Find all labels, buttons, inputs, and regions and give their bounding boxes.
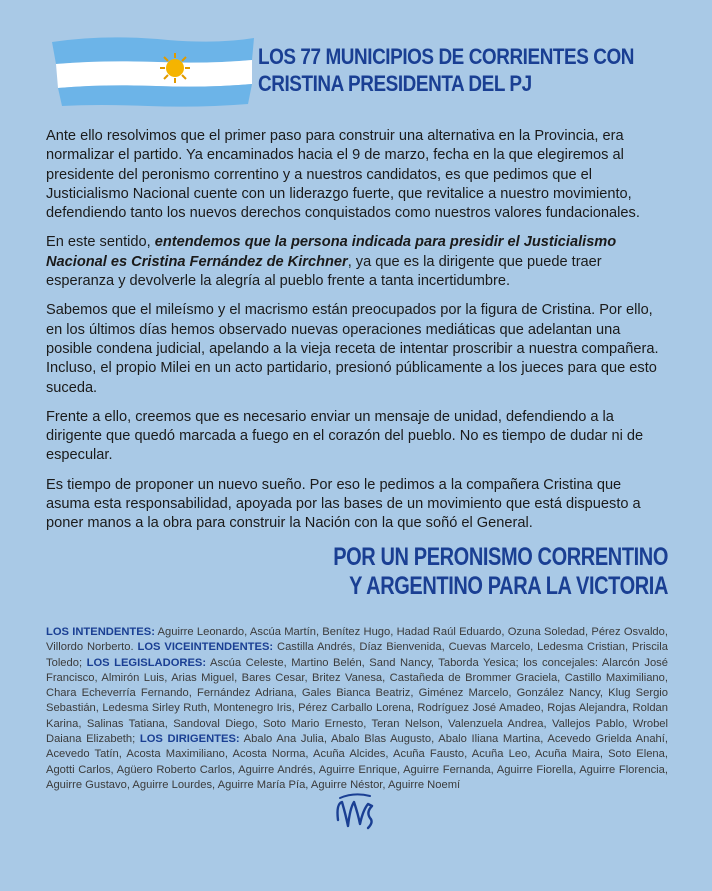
dirigentes-names: Abalo Ana Julia, Abalo Blas Augusto, Abalo Iliana Martina, Acevedo Grielda Anahí, Acevedo Tatín, Acosta Maximiliano, Acosta Norma, Acuña Alcides, Acuña Fausto, Acuña Leo, Acuña Maira, Soto Elena, Agotti Carlos, Agüero Roberto Carlos, Aguirre Andrés, Aguirre Enrique, Aguirre Fernanda, Aguirre Fiorella, Aguirre Florencia, Aguirre Gustavo, Aguirre Lourdes, Aguirre María Pía, Aguirre Néstor, Aguirre Noemí — [46, 733, 668, 791]
slogan-line-1: POR UN PERONISMO CORRENTINO — [333, 543, 668, 571]
paragraph-2 — [46, 233, 668, 291]
signers-list — [46, 625, 668, 793]
slogan-heading — [268, 543, 668, 601]
legisladores-names: Ascúa Celeste, Martino Belén, Sand Nancy, Taborda Yesica; los concejales: Alarcón José Francisco, Almirón Luis, Arias Miguel, Bares Cesar, Britez Vanesa, Castañeda de Brommer Graciela, Castillo Maximiliano, Chara Echeverría Fernando, Fernández Adriana, Gales Bianca Beatriz, Giménez Marcelo, González Nancy, Klug Sergio Sebastián, Ledesma Sirley Ruth, Montenegro Iris, Pérez Carballo Lorena, Rodríguez José Amadeo, Rojas Alejandra, Roldan Karina, Salinas Tatiana, Sandoval Diego, Soto Mario Ernesto, Teran Nelson, Valenzuela Andrea, Vallejos Pablo, Wrobel Daiana Elizabeth; — [46, 656, 668, 746]
intendentes-label: LOS INTENDENTES: — [46, 626, 155, 638]
slogan-line-2: Y ARGENTINO PARA LA VICTORIA — [349, 572, 668, 600]
page-title — [258, 43, 635, 97]
paragraph-2-end: , ya que es la dirigente que puede traer esperanza y devolverle la alegría al pueblo frente a tanta incertidumbre. — [46, 253, 602, 290]
legisladores-label: LOS LEGISLADORES: — [86, 656, 207, 669]
paragraph-2-start: En este sentido, — [46, 234, 155, 251]
paragraph-1: Ante ello resolvimos que el primer paso para construir una alternativa en la Provincia, era normalizar el partido. Ya encaminados hacia el 9 de marzo, fecha en la que elegiremos al presidente del peronismo correntino y a nuestros candidatos, es que pedimos que el Justicialismo Nacional cuente con un liderazgo fuerte, que revitalice a nuestro movimiento, defendiendo tanto los nuevos derechos conquistados como nuestros valores fundacionales. — [46, 128, 640, 222]
viceintendentes-names: Castilla Andrés, Díaz Bienvenida, Cuevas Marcelo, Ledesma Cristian, Priscila Toledo; — [46, 641, 668, 669]
dirigentes-label: LOS DIRIGENTES: — [139, 733, 240, 746]
title-line-2: CRISTINA PRESIDENTA DEL PJ — [258, 71, 532, 96]
handwritten-signature-icon — [330, 790, 378, 836]
body-text — [46, 127, 668, 544]
title-line-1: LOS 77 MUNICIPIOS DE CORRIENTES CON — [258, 44, 635, 69]
intendentes-names: Aguirre Leonardo, Ascúa Martín, Benítez Hugo, Hadad Raúl Eduardo, Ozuna Soledad, Pérez Osvaldo, Villordo Norberto. — [46, 626, 668, 654]
argentina-flag-icon — [48, 34, 258, 108]
viceintendentes-label: LOS VICEINTENDENTES: — [137, 641, 274, 654]
paragraph-4: Frente a ello, creemos que es necesario enviar un mensaje de unidad, defendiendo a la dirigente que quedó marcada a fuego en el corazón del pueblo. No es tiempo de dudar ni de especular. — [46, 408, 644, 464]
paragraph-2-emphasis: entendemos que la persona indicada para presidir el Justicialismo Nacional es Cristina Fernández de Kirchner — [46, 234, 617, 270]
paragraph-3: Sabemos que el mileísmo y el macrismo están preocupados por la figura de Cristina. Por ello, en los últimos días hemos observado nuevas operaciones mediáticas que adelantan una posible condena judicial, apelando a la vieja receta de intentar proscribir a nuestra compañera. Incluso, el propio Milei en un acto partidario, presionó públicamente a los jueces para que esto suceda. — [46, 302, 659, 396]
paragraph-5: Es tiempo de proponer un nuevo sueño. Por eso le pedimos a la compañera Cristina que asuma esta responsabilidad, apoyada por las bases de un movimiento que está dispuesto a poner manos a la obra para construir la Nación con la que soñó el General. — [46, 476, 641, 532]
